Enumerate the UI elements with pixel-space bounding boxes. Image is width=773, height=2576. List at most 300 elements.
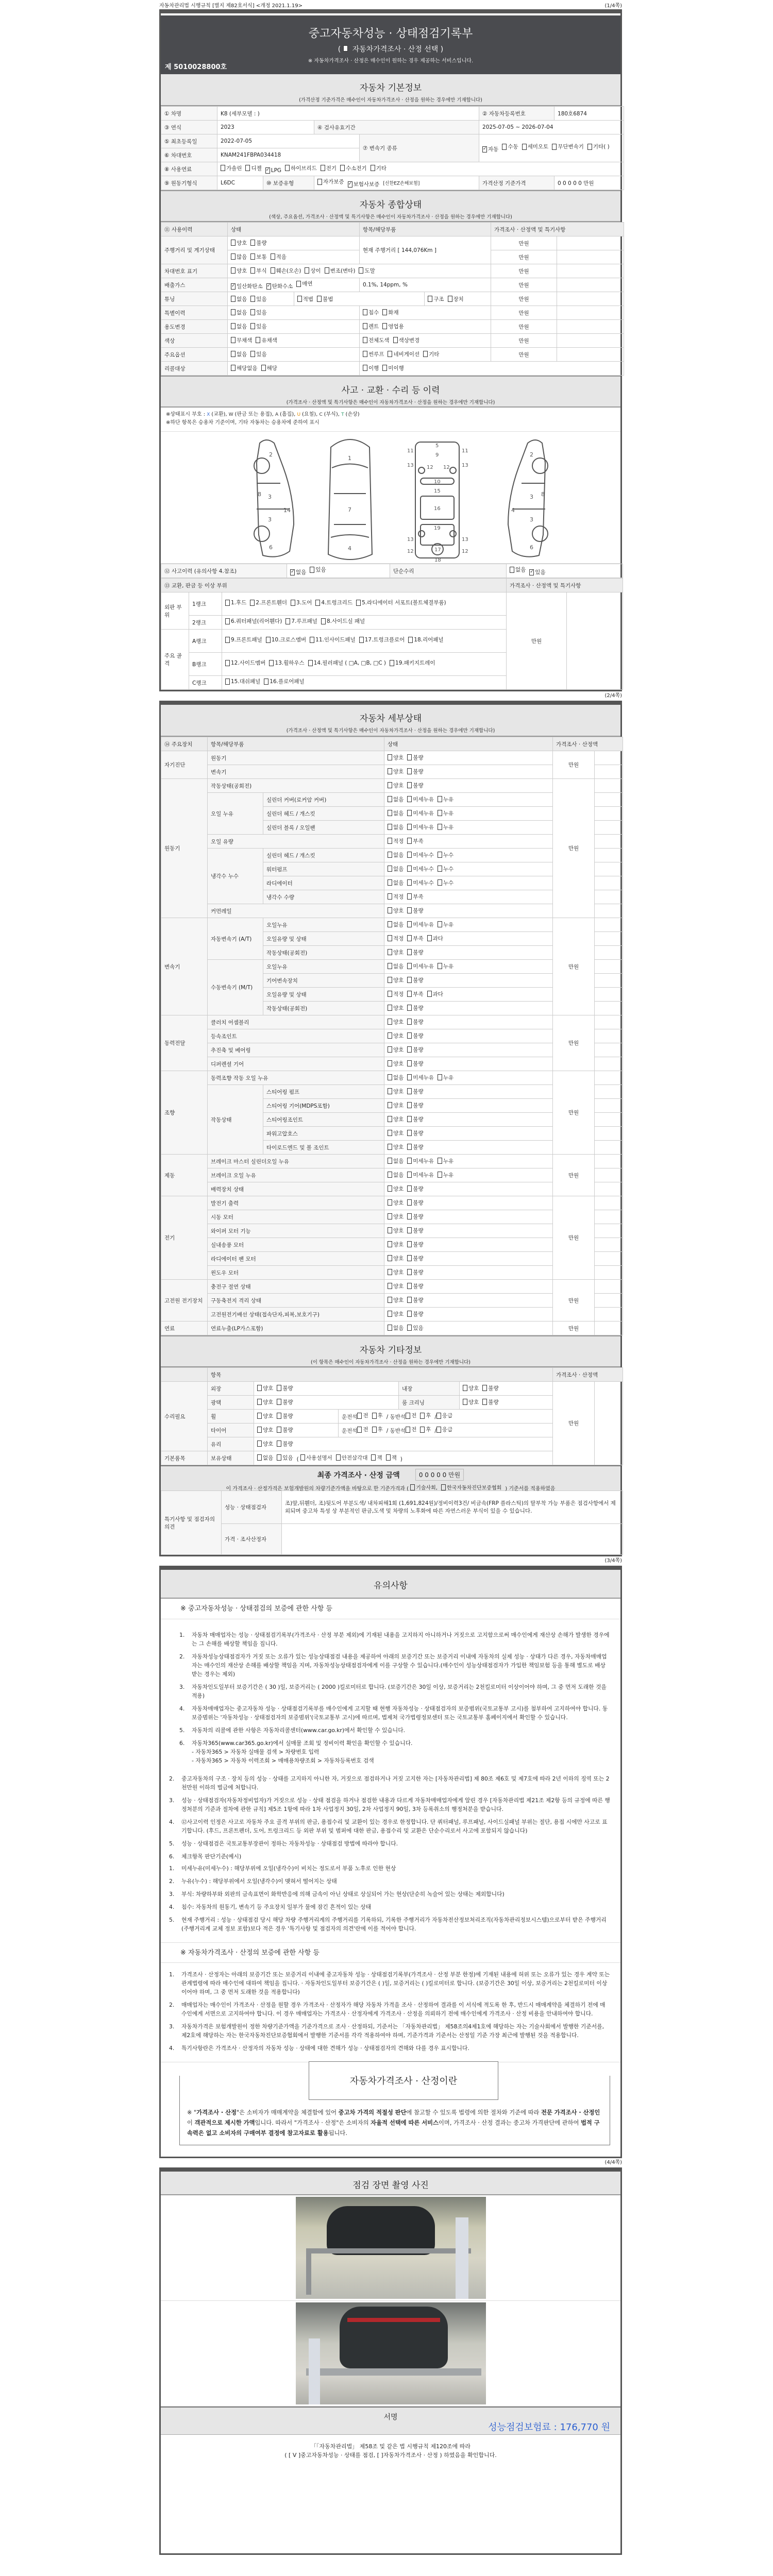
checkbox-unchecked[interactable] xyxy=(321,164,337,172)
checkbox-unchecked[interactable] xyxy=(266,636,306,645)
item-label: 라디에이터 팬 모터 xyxy=(208,1252,384,1266)
checkbox-unchecked[interactable] xyxy=(231,323,247,330)
checkbox-unchecked[interactable] xyxy=(250,599,287,607)
checkbox-unchecked[interactable] xyxy=(388,976,404,984)
price-select-label: 자동차가격조사 · 산정 선택 xyxy=(352,45,439,54)
checkbox-unchecked[interactable] xyxy=(406,1412,416,1419)
blank-header xyxy=(161,1368,208,1382)
checkbox-label: 훼손(오손) xyxy=(276,267,301,274)
remarks-table xyxy=(161,1490,623,1555)
checkbox-unchecked[interactable] xyxy=(407,1282,423,1290)
checkbox-unchecked[interactable] xyxy=(264,677,304,686)
checkbox-unchecked[interactable] xyxy=(308,659,386,668)
checkbox-unchecked[interactable] xyxy=(388,1255,404,1262)
checkbox-unchecked[interactable] xyxy=(388,754,404,761)
checkbox-unchecked[interactable] xyxy=(296,280,312,287)
checkbox-unchecked[interactable] xyxy=(428,295,444,303)
checkbox-unchecked[interactable] xyxy=(420,1426,431,1433)
status-options xyxy=(384,1168,553,1182)
checkbox-unchecked[interactable] xyxy=(388,1268,404,1276)
checkbox-unchecked[interactable] xyxy=(231,295,247,303)
checkbox-unchecked[interactable] xyxy=(420,1412,431,1419)
final-price-title: 최종 가격조사 · 산정 금액 xyxy=(317,1471,400,1480)
fuel-options xyxy=(217,162,624,176)
item-label: 실린더 헤드 / 개스킷 xyxy=(263,849,384,862)
checkbox-unchecked[interactable] xyxy=(300,1454,332,1462)
checkbox-unchecked[interactable] xyxy=(407,921,434,928)
checkbox-unchecked[interactable] xyxy=(386,1454,397,1462)
section-title: 사고 · 교환 · 수리 등 이력 xyxy=(341,385,440,396)
checkbox-unchecked[interactable] xyxy=(317,295,333,303)
form-reference: 자동차관리법 시행규칙 [별지 제82호서식] <개정 2021.1.19> xyxy=(159,3,303,9)
checkbox-unchecked[interactable] xyxy=(372,1412,383,1419)
checkbox-unchecked[interactable] xyxy=(357,1426,368,1433)
checkbox-unchecked[interactable] xyxy=(407,782,423,789)
notice-item xyxy=(169,1970,610,1996)
page-number: (3/4쪽) xyxy=(604,1558,622,1564)
model-year: 2023 xyxy=(217,121,314,134)
checkbox-unchecked[interactable] xyxy=(407,1101,423,1109)
checkbox-unchecked[interactable] xyxy=(388,1101,404,1109)
checkbox-unchecked[interactable] xyxy=(340,164,367,172)
tire-label: 타이어 xyxy=(208,1423,254,1437)
checkbox-unchecked[interactable] xyxy=(522,141,549,153)
checkbox-unchecked[interactable] xyxy=(388,1129,404,1137)
checkbox-unchecked[interactable] xyxy=(388,1324,404,1332)
remarks-cell xyxy=(595,1071,623,1085)
checkbox-unchecked[interactable] xyxy=(438,879,453,887)
warranty-options xyxy=(314,176,479,190)
checkbox-unchecked[interactable] xyxy=(438,865,453,873)
checkbox-unchecked[interactable] xyxy=(407,935,423,942)
checkbox-unchecked[interactable] xyxy=(388,990,404,998)
checkbox-unchecked[interactable] xyxy=(436,1426,452,1433)
checkbox-checked[interactable] xyxy=(266,282,293,290)
checkbox-label: 양호 xyxy=(393,1311,404,1317)
checkbox-label: 양호 xyxy=(393,1060,404,1067)
checkbox-unchecked[interactable] xyxy=(315,599,352,607)
emphasis-text: 객관적으로 제시한 가액 xyxy=(194,2120,255,2126)
table-row xyxy=(161,1382,623,1396)
checkbox-unchecked[interactable] xyxy=(406,1426,416,1433)
checkbox-unchecked[interactable] xyxy=(250,253,266,261)
checkbox-unchecked[interactable] xyxy=(225,617,282,626)
checkbox-unchecked[interactable] xyxy=(257,1398,273,1406)
checkbox-unchecked[interactable] xyxy=(388,893,404,901)
checkbox-unchecked[interactable] xyxy=(423,350,439,358)
checkbox-unchecked[interactable] xyxy=(297,295,313,303)
checkbox-label: 적정 xyxy=(393,893,404,900)
checkbox-unchecked[interactable] xyxy=(257,1454,273,1462)
checkbox-box-icon xyxy=(438,1074,442,1080)
checkbox-unchecked[interactable] xyxy=(407,754,423,761)
checkbox-box-icon xyxy=(388,1199,392,1206)
checkbox-unchecked[interactable] xyxy=(261,364,277,372)
checkbox-box-icon xyxy=(388,977,392,983)
checkbox-unchecked[interactable] xyxy=(321,617,365,626)
checkbox-unchecked[interactable] xyxy=(502,141,518,153)
item-label: 실린더 커버(로커암 커버) xyxy=(263,793,384,807)
checkbox-unchecked[interactable] xyxy=(336,1454,368,1462)
checkbox-box-icon xyxy=(310,567,314,573)
col-status: 상태 xyxy=(384,737,553,751)
checkbox-unchecked[interactable] xyxy=(245,164,261,172)
checkbox-unchecked[interactable] xyxy=(438,823,453,831)
checkbox-unchecked[interactable] xyxy=(407,879,434,887)
checkbox-unchecked[interactable] xyxy=(407,1213,423,1221)
checkbox-unchecked[interactable] xyxy=(407,1185,423,1193)
final-price-amount: 0 0 0 0 0 만원 xyxy=(415,1469,464,1481)
checkbox-label: 누유 xyxy=(443,824,454,831)
checkbox-unchecked[interactable] xyxy=(250,295,266,303)
checkbox-unchecked[interactable] xyxy=(407,1004,423,1012)
checkbox-unchecked[interactable] xyxy=(382,309,398,316)
checkbox-label: 불량 xyxy=(413,1241,424,1248)
checkbox-checked[interactable] xyxy=(231,282,263,290)
checkbox-unchecked[interactable] xyxy=(438,1171,453,1179)
rank-label: A랭크 xyxy=(189,630,222,653)
checkbox-checked[interactable] xyxy=(482,143,498,156)
checkbox-unchecked[interactable] xyxy=(407,1018,423,1026)
checkbox-unchecked[interactable] xyxy=(407,795,434,803)
checkbox-unchecked[interactable] xyxy=(407,1074,434,1081)
checkbox-unchecked[interactable] xyxy=(448,295,464,303)
checkbox-unchecked[interactable] xyxy=(407,809,434,817)
checkbox-unchecked[interactable] xyxy=(277,1440,293,1448)
checkbox-unchecked[interactable] xyxy=(363,309,379,316)
checkbox-label: 불량 xyxy=(413,1199,424,1206)
checkbox-unchecked[interactable] xyxy=(388,1213,404,1221)
page-2 xyxy=(159,701,622,1556)
checkbox-box-icon xyxy=(407,907,412,913)
checkbox-unchecked[interactable] xyxy=(427,990,443,998)
checkbox-unchecked[interactable] xyxy=(382,323,404,330)
checkbox-unchecked[interactable] xyxy=(363,350,384,358)
checkbox-unchecked[interactable] xyxy=(388,1282,404,1290)
checkbox-unchecked[interactable] xyxy=(277,1454,293,1462)
checkbox-unchecked[interactable] xyxy=(285,617,317,626)
checkbox-unchecked[interactable] xyxy=(438,1157,453,1165)
checkbox-unchecked[interactable] xyxy=(257,1412,273,1420)
checkbox-box-icon xyxy=(388,1269,392,1275)
checkbox-unchecked[interactable] xyxy=(388,1310,404,1318)
checkbox-unchecked[interactable] xyxy=(310,566,326,573)
checkbox-unchecked[interactable] xyxy=(371,164,386,172)
checkbox-unchecked[interactable] xyxy=(510,566,526,573)
checkbox-unchecked[interactable] xyxy=(388,1018,404,1026)
checkbox-unchecked[interactable] xyxy=(277,1412,293,1420)
checkbox-unchecked[interactable] xyxy=(407,1129,423,1137)
item-text: 특기사항란은 가격조사 · 산정자의 자동차 성능 · 상태에 대한 견해가 성능 · 상태점검자의 견해와 다를 경우 표시합니다. xyxy=(181,2045,469,2052)
checkbox-unchecked[interactable] xyxy=(231,267,247,275)
checkbox-unchecked[interactable] xyxy=(407,990,423,998)
checkbox-unchecked[interactable] xyxy=(257,1384,273,1392)
checkbox-unchecked[interactable] xyxy=(231,336,252,344)
checkbox-checked[interactable] xyxy=(348,180,380,188)
reg-number-label: ② 자동차등록번호 xyxy=(479,107,554,121)
checkbox-unchecked[interactable] xyxy=(357,1412,368,1419)
checkbox-unchecked[interactable] xyxy=(372,1426,383,1433)
checkbox-unchecked[interactable] xyxy=(359,636,405,645)
checkbox-unchecked[interactable] xyxy=(407,1310,423,1318)
checkbox-unchecked[interactable] xyxy=(231,253,247,261)
item-text: 체크항목 판단기준(예시) 1. 미세누유(미세누수) : 해당부위에 오일(냉각수)이 비치는 정도로서 부품 노후로 인한 현상 2. 누유(누수) : 해당부위에서 오일(냉각수)이 맺혀서 떨어지는 상태 3. 부식: 차량하부와 외판의 금속표면이 화학반응에 의해 금속이 아닌 상태로 상실되어 가는 현상(단순히 녹슬어 있는 상태는 제외합니다) 4. 침수: 자동차의 원동기, 변속기 등 주요장치 일부가 물에 잠긴 흔적이 있는 상태 5. 현재 주행거리 : 성능 · 상태점검 당시 해당 차량 주행거리계의 주행거리를 기록하되, 기록한 주행거리가 자동차전산정보처리조직(자동차관리정보시스템)으로부터 받은 주행거리(주행거리계 교체 정보 포함)보다 적은 경우 '특기사항 및 점검자의 의견'란에 이를 적어야 합니다. xyxy=(169,1853,610,1933)
checkbox-unchecked[interactable] xyxy=(407,1268,423,1276)
checkbox-unchecked[interactable] xyxy=(388,1157,404,1165)
checkbox-unchecked[interactable] xyxy=(388,865,404,873)
checkbox-unchecked[interactable] xyxy=(371,1454,382,1462)
checkbox-unchecked[interactable] xyxy=(285,164,317,172)
checkbox-unchecked[interactable] xyxy=(257,1440,273,1448)
checkbox-unchecked[interactable] xyxy=(363,364,379,372)
item-number: 2. xyxy=(179,1653,185,1660)
checkbox-unchecked[interactable] xyxy=(438,795,453,803)
checkbox-unchecked[interactable] xyxy=(231,239,247,247)
remarks-cell xyxy=(595,1224,623,1238)
checkbox-unchecked[interactable] xyxy=(382,364,404,372)
first-registration-label: ⑤ 최초등록일 xyxy=(161,134,217,148)
checkbox-label: 양호 xyxy=(263,1399,274,1405)
checkbox-unchecked[interactable] xyxy=(438,962,453,970)
checkbox-unchecked[interactable] xyxy=(388,795,404,803)
checkbox-unchecked[interactable] xyxy=(250,267,266,275)
checkbox-unchecked[interactable] xyxy=(388,907,404,914)
checkbox-unchecked[interactable] xyxy=(231,309,247,316)
checkbox-label: 누유 xyxy=(443,1158,454,1164)
checkbox-unchecked[interactable] xyxy=(436,1412,452,1419)
checkbox-unchecked[interactable] xyxy=(407,1199,423,1207)
checkbox-unchecked[interactable] xyxy=(587,141,610,153)
checkbox-unchecked[interactable] xyxy=(388,1032,404,1040)
checkbox-unchecked[interactable] xyxy=(388,1199,404,1207)
glass-options xyxy=(254,1437,553,1451)
checkbox-unchecked[interactable] xyxy=(463,1398,479,1406)
price-select-checkbox[interactable] xyxy=(343,45,349,52)
checkbox-box-icon xyxy=(340,165,345,171)
checkbox-unchecked[interactable] xyxy=(407,1157,434,1165)
checkbox-unchecked[interactable] xyxy=(388,921,404,928)
checkbox-unchecked[interactable] xyxy=(407,1088,423,1095)
checkbox-box-icon xyxy=(277,1399,281,1405)
checkbox-label: 전 xyxy=(363,1427,368,1433)
signature-section xyxy=(161,2406,620,2435)
checkbox-unchecked[interactable] xyxy=(407,837,423,845)
checkbox-unchecked[interactable] xyxy=(388,350,419,358)
checkbox-label: 불량 xyxy=(413,1213,424,1220)
checkbox-unchecked[interactable] xyxy=(407,865,434,873)
checkbox-unchecked[interactable] xyxy=(388,1115,404,1123)
checkbox-unchecked[interactable] xyxy=(407,907,423,914)
item-number: 5. xyxy=(169,1840,175,1847)
checkbox-unchecked[interactable] xyxy=(408,636,443,645)
checkbox-unchecked[interactable] xyxy=(388,851,404,859)
other-info-table xyxy=(161,1367,623,1465)
checkbox-unchecked[interactable] xyxy=(438,1074,453,1081)
checkbox-unchecked[interactable] xyxy=(277,1384,293,1392)
checkbox-unchecked[interactable] xyxy=(407,1046,423,1054)
checkbox-unchecked[interactable] xyxy=(407,962,434,970)
overall-status-header xyxy=(161,190,620,222)
checkbox-unchecked[interactable] xyxy=(356,599,446,607)
checkbox-box-icon xyxy=(359,267,363,274)
checkbox-unchecked[interactable] xyxy=(388,1241,404,1248)
checkbox-unchecked[interactable] xyxy=(250,309,266,316)
checkbox-unchecked[interactable] xyxy=(250,350,266,358)
checkbox-unchecked[interactable] xyxy=(393,336,420,344)
checkbox-unchecked[interactable] xyxy=(438,921,453,928)
checkbox-unchecked[interactable] xyxy=(231,364,258,372)
checkbox-unchecked[interactable] xyxy=(225,636,262,645)
checkbox-unchecked[interactable] xyxy=(388,1046,404,1054)
engineer-society-checkbox[interactable] xyxy=(410,1483,438,1491)
checkbox-unchecked[interactable] xyxy=(310,636,356,645)
checkbox-unchecked[interactable] xyxy=(407,1060,423,1067)
checkbox-box-icon xyxy=(407,1227,412,1233)
checkbox-unchecked[interactable] xyxy=(359,267,375,275)
checkbox-unchecked[interactable] xyxy=(407,851,434,859)
checkbox-unchecked[interactable] xyxy=(388,823,404,831)
item-label: 브레이크 오일 누유 xyxy=(208,1168,384,1182)
checkbox-unchecked[interactable] xyxy=(225,677,260,686)
checkbox-unchecked[interactable] xyxy=(407,1296,423,1304)
checkbox-unchecked[interactable] xyxy=(407,1324,423,1332)
item-label: 기어변속장치 xyxy=(263,974,384,988)
checkbox-unchecked[interactable] xyxy=(257,1426,273,1434)
checkbox-unchecked[interactable] xyxy=(325,267,356,275)
checkbox-unchecked[interactable] xyxy=(388,962,404,970)
checkbox-unchecked[interactable] xyxy=(407,893,423,901)
table-row xyxy=(161,1280,623,1294)
item-text: 부식: 차량하부와 외판의 금속표면이 화학반응에 의해 금속이 아닌 상태로 상실되어 가는 현상(단순히 녹슬어 있는 상태는 제외합니다) xyxy=(181,1891,505,1897)
checkbox-unchecked[interactable] xyxy=(407,1255,423,1262)
rank-parts xyxy=(222,616,507,630)
checkbox-unchecked[interactable] xyxy=(552,141,584,153)
accident-history-table xyxy=(161,564,623,578)
checkbox-unchecked[interactable] xyxy=(463,1384,479,1392)
checkbox-unchecked[interactable] xyxy=(388,879,404,887)
checkbox-unchecked[interactable] xyxy=(225,659,265,668)
sub-item: 자동변속기 (A/T) xyxy=(208,918,263,960)
item-text: 미세누유(미세누수) : 해당부위에 오일(냉각수)이 비치는 정도로서 부품 노후로 인한 현상 xyxy=(181,1865,396,1872)
checkbox-unchecked[interactable] xyxy=(390,659,435,668)
car-top-view xyxy=(328,439,372,560)
checkbox-checked[interactable] xyxy=(290,568,306,576)
checkbox-unchecked[interactable] xyxy=(407,1032,423,1040)
checkbox-unchecked[interactable] xyxy=(231,350,247,358)
checkbox-unchecked[interactable] xyxy=(407,1227,423,1234)
checkbox-unchecked[interactable] xyxy=(221,164,242,172)
checkbox-unchecked[interactable] xyxy=(388,768,404,775)
checkbox-unchecked[interactable] xyxy=(388,1171,404,1179)
checkbox-label: 없음 xyxy=(237,296,247,302)
status-options xyxy=(384,1252,553,1266)
checkbox-unchecked[interactable] xyxy=(388,782,404,789)
checkbox-unchecked[interactable] xyxy=(438,809,453,817)
checkbox-unchecked[interactable] xyxy=(271,267,301,275)
item-number: 3. xyxy=(169,1797,175,1804)
checkbox-unchecked[interactable] xyxy=(482,1384,498,1392)
checkbox-box-icon xyxy=(407,810,412,816)
checkbox-box-icon xyxy=(277,1413,281,1419)
checkbox-unchecked[interactable] xyxy=(277,1426,293,1434)
checkbox-unchecked[interactable] xyxy=(269,659,304,668)
checkbox-unchecked[interactable] xyxy=(363,336,390,344)
checkbox-unchecked[interactable] xyxy=(291,599,312,607)
checkbox-unchecked[interactable] xyxy=(407,1241,423,1248)
model-year-label: ③ 연식 xyxy=(161,121,217,134)
checkbox-box-icon xyxy=(388,1088,392,1094)
checkbox-unchecked[interactable] xyxy=(250,323,266,330)
sub-item: 수동변속기 (M/T) xyxy=(208,960,263,1015)
checkbox-unchecked[interactable] xyxy=(388,935,404,942)
checkbox-unchecked[interactable] xyxy=(388,1227,404,1234)
checkbox-unchecked[interactable] xyxy=(388,809,404,817)
checkbox-label: 6.쿼터패널(리어휀다) xyxy=(231,618,282,624)
item-number: 4. xyxy=(179,1705,185,1712)
checkbox-unchecked[interactable] xyxy=(388,1074,404,1081)
checkbox-unchecked[interactable] xyxy=(427,935,443,942)
other-info-header xyxy=(161,1335,620,1367)
row-label: 차대번호 표기 xyxy=(161,264,228,278)
checkbox-unchecked[interactable] xyxy=(305,267,321,275)
checkbox-label: 전 xyxy=(363,1413,368,1419)
checkbox-unchecked[interactable] xyxy=(388,1185,404,1193)
checkbox-unchecked[interactable] xyxy=(407,823,434,831)
checkbox-unchecked[interactable] xyxy=(388,1004,404,1012)
checkbox-unchecked[interactable] xyxy=(388,837,404,845)
checkbox-unchecked[interactable] xyxy=(363,323,379,330)
item-options xyxy=(360,362,624,376)
checkbox-box-icon xyxy=(438,963,442,969)
diagnosis-association-checkbox[interactable] xyxy=(441,1483,501,1491)
remarks-cell xyxy=(595,946,623,960)
rank-parts xyxy=(222,592,507,616)
checkbox-unchecked[interactable] xyxy=(407,1115,423,1123)
checkbox-unchecked[interactable] xyxy=(317,178,344,185)
checkbox-unchecked[interactable] xyxy=(388,1143,404,1151)
checkbox-unchecked[interactable] xyxy=(388,1296,404,1304)
checkbox-unchecked[interactable] xyxy=(388,1088,404,1095)
checkbox-unchecked[interactable] xyxy=(407,976,423,984)
notice-item xyxy=(169,1818,610,1835)
checkbox-box-icon xyxy=(231,323,236,329)
checkbox-unchecked[interactable] xyxy=(250,239,266,247)
checkbox-unchecked[interactable] xyxy=(277,1398,293,1406)
col-major-device: ⑭ 주요장치 xyxy=(161,737,208,751)
checkbox-unchecked[interactable] xyxy=(482,1398,498,1406)
checkbox-unchecked[interactable] xyxy=(407,1171,434,1179)
checkbox-unchecked[interactable] xyxy=(407,948,423,956)
svg-text:9: 9 xyxy=(435,452,439,458)
checkbox-unchecked[interactable] xyxy=(388,948,404,956)
checkbox-box-icon xyxy=(382,323,387,329)
checkbox-unchecked[interactable] xyxy=(407,768,423,775)
checkbox-label: 일산화탄소 xyxy=(237,283,263,290)
checkbox-label: 양호 xyxy=(393,1046,404,1053)
checkbox-unchecked[interactable] xyxy=(271,253,287,261)
checkbox-box-icon xyxy=(407,1130,412,1136)
price-select[interactable]: ( 자동차가격조사 · 산정 선택 ) xyxy=(338,45,444,54)
checkbox-unchecked[interactable] xyxy=(438,851,453,859)
item-number: 1. xyxy=(179,1632,185,1638)
checkbox-checked[interactable] xyxy=(265,167,281,174)
checkbox-unchecked[interactable] xyxy=(388,1060,404,1067)
checkbox-unchecked[interactable] xyxy=(256,336,277,344)
checkbox-unchecked[interactable] xyxy=(225,599,246,607)
checkbox-checked[interactable] xyxy=(529,568,545,576)
checkbox-box-icon xyxy=(388,1130,392,1136)
checkbox-unchecked[interactable] xyxy=(407,1143,423,1151)
